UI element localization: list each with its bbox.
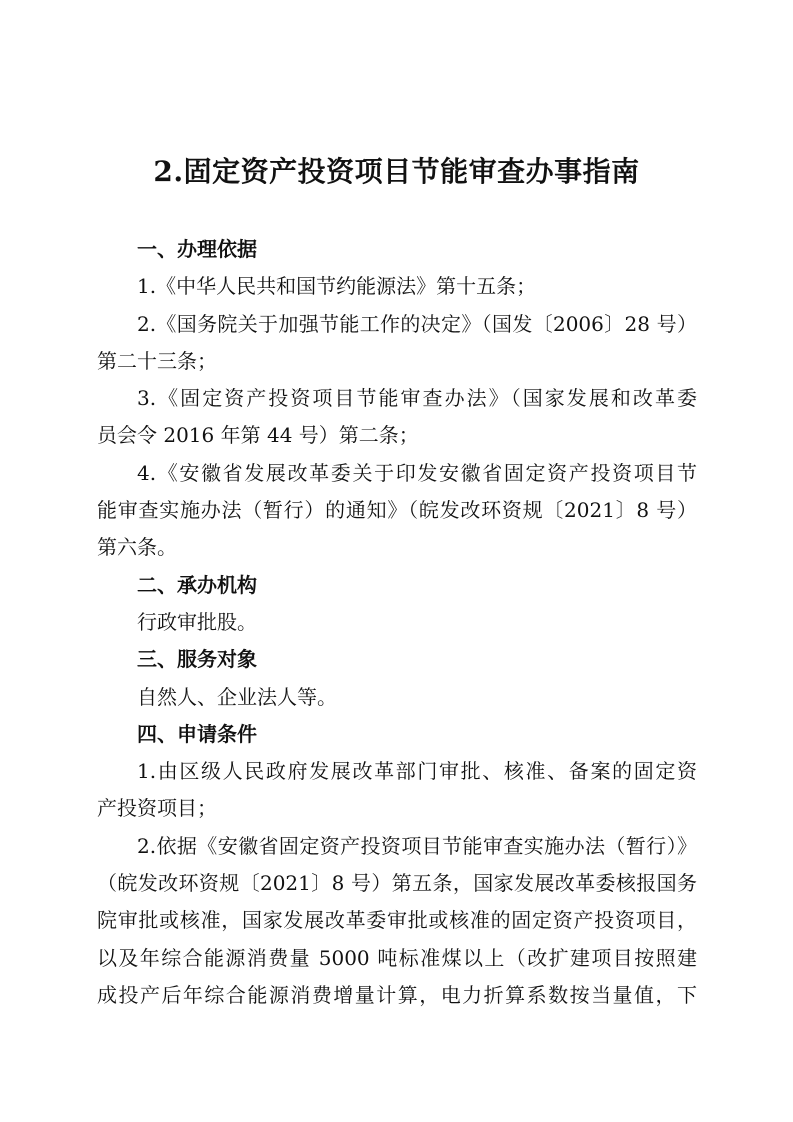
- document-body: [97, 231, 697, 1014]
- text-line: 2.依据《安徽省固定资产投资项目节能审查实施办法（暂行）》: [137, 833, 697, 858]
- page-title: 2.固定资产投资项目节能审查办事指南: [153, 155, 640, 188]
- text-line: 成投产后年综合能源消费增量计算，电力折算系数按当量值，下: [97, 982, 697, 1007]
- text-line: 1.由区级人民政府发展改革部门审批、核准、备案的固定资: [137, 759, 697, 784]
- text-line: 能审查实施办法（暂行）的通知》（皖发改环资规〔2021〕8 号）: [97, 498, 697, 523]
- paragraph: [97, 455, 697, 567]
- text-line: 以及年综合能源消费量 5000 吨标准煤以上（改扩建项目按照建: [97, 945, 697, 970]
- section-heading: 四、申请条件: [137, 721, 257, 746]
- text-line: 3.《固定资产投资项目节能审查办法》（国家发展和改革委: [137, 386, 697, 411]
- paragraph: [97, 268, 697, 305]
- paragraph: [97, 306, 697, 381]
- section-agency: [97, 567, 697, 642]
- text-line: 自然人、企业法人等。: [137, 684, 337, 709]
- text-line: 4.《安徽省发展改革委关于印发安徽省固定资产投资项目节: [137, 460, 697, 485]
- section-service-target: [97, 641, 697, 716]
- paragraph: [97, 753, 697, 828]
- paragraph: [97, 828, 697, 1014]
- text-line: 员会令 2016 年第 44 号）第二条；: [97, 423, 419, 448]
- text-line: 第二十三条；: [97, 348, 217, 373]
- section-heading: 一、办理依据: [137, 237, 257, 261]
- paragraph: [97, 380, 697, 455]
- section-basis: [97, 231, 697, 567]
- paragraph: [97, 604, 697, 641]
- paragraph: [97, 679, 697, 716]
- section-conditions: [97, 716, 697, 1014]
- text-line: 第六条。: [97, 535, 177, 560]
- text-line: （皖发改环资规〔2021〕8 号）第五条，国家发展改革委核报国务: [97, 871, 697, 896]
- text-line: 2.《国务院关于加强节能工作的决定》（国发〔2006〕28 号）: [137, 311, 697, 336]
- text-line: 行政审批股。: [137, 609, 257, 634]
- text-line: 1.《中华人民共和国节约能源法》第十五条；: [137, 274, 537, 299]
- section-heading: 二、承办机构: [137, 572, 257, 597]
- text-line: 院审批或核准，国家发展改革委审批或核准的固定资产投资项目，: [97, 908, 697, 933]
- text-line: 产投资项目；: [97, 796, 217, 821]
- section-heading: 三、服务对象: [137, 647, 257, 672]
